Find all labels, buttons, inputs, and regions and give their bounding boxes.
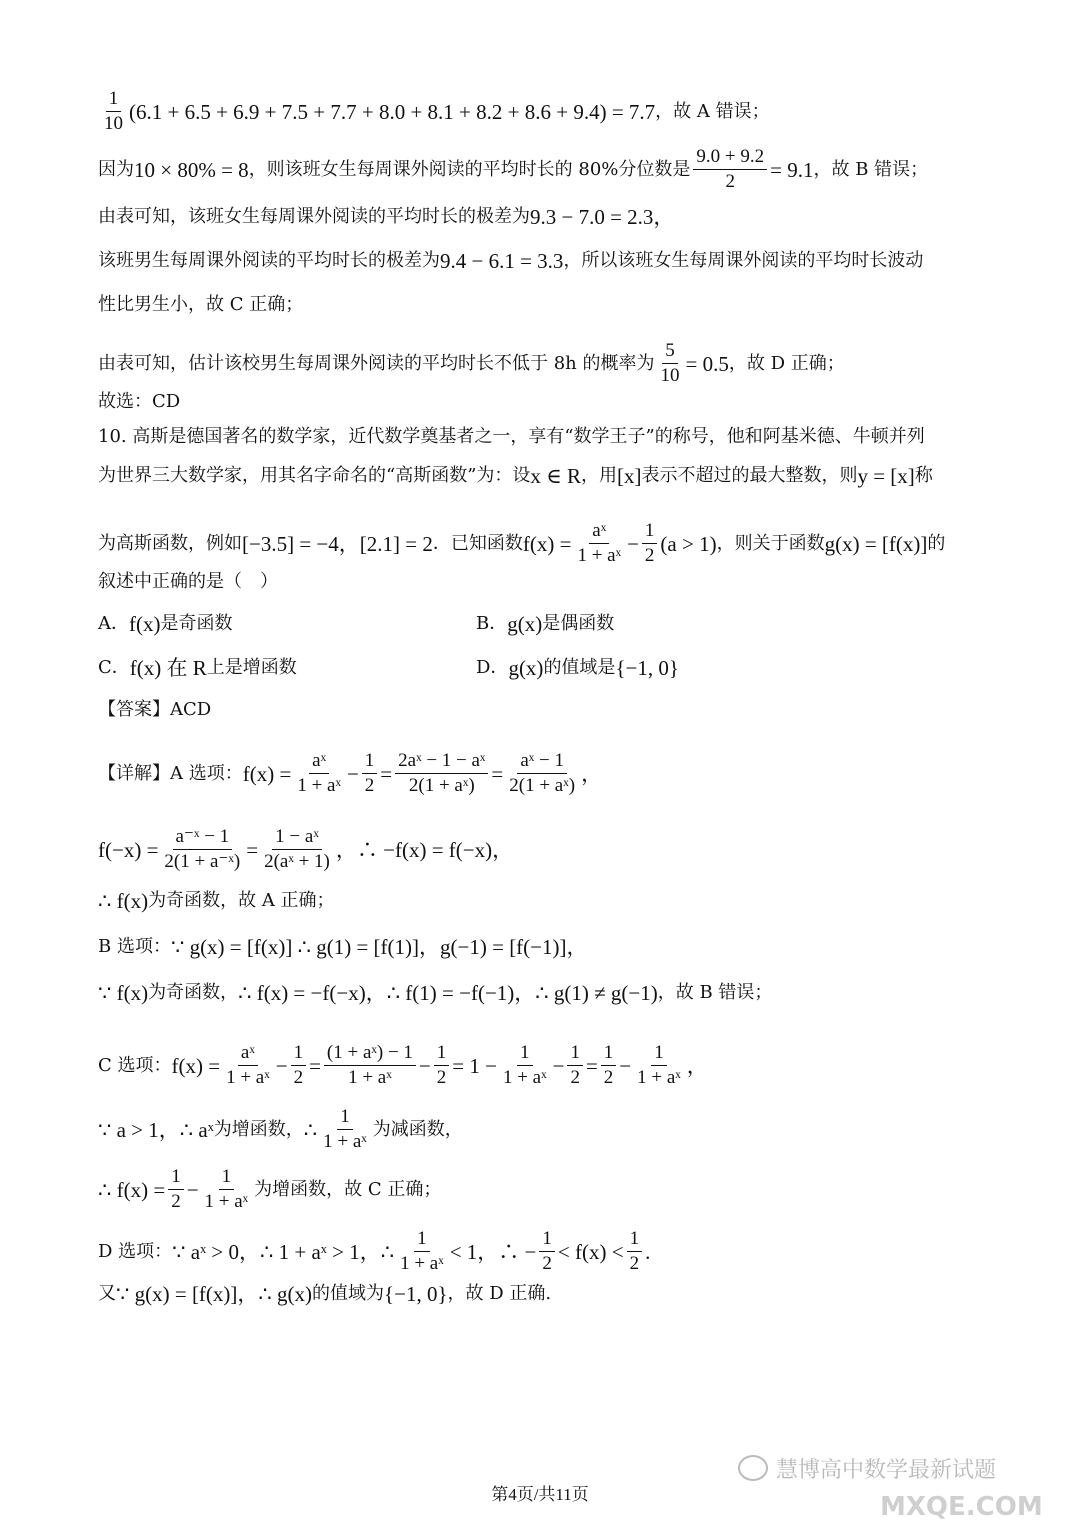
half-fraction: $\frac{1}{2}$ [642, 520, 658, 567]
answer-choice-line: 故选：CD [98, 391, 181, 412]
solution-line-conclusion-c: 性比男生小，故 C 正确； [98, 294, 304, 315]
option-a: A． f(x) 是奇函数 [98, 612, 233, 636]
detail-a-line-1: 【详解】A 选项： f(x) = $\frac{\text{aˣ}}{\text{1 + aˣ}}$ − $\frac{1}{2}$ = $\frac{\text{2aˣ − 1 − aˣ}}{\text{2(1 + aˣ)}}$ = $\frac{\text{aˣ − 1}}{\text{2(1 + aˣ)}}$ ， [98, 750, 603, 796]
detail-c-line-3: ∴ f(x) = $\frac{1}{2}$ − $\frac{1}{\text{1 + aˣ}}$ 为增函数，故 C 正确； [98, 1166, 442, 1212]
detail-c-line-1: C 选项： f(x) = $\frac{\text{aˣ}}{\text{1 + aˣ}}$ − $\frac{1}{2}$ = $\frac{\text{(1 + aˣ) − 1}}{\text{1 + aˣ}}$ − $\frac{1}{2}$ = 1 − $\frac{1}{\text{1 + aˣ}}$ − $\frac{1}{2}$ = $\frac{1}{2}$ − $\frac{1}{\text{1 + aˣ}}$ ， [98, 1042, 708, 1088]
fraction-one-tenth: $\frac{1}{10}$ [104, 88, 123, 134]
sum-expression: (6.1 + 6.5 + 6.9 + 7.5 + 7.7 + 8.0 + 8.1 + 8.2 + 8.6 + 9.4) = 7.7 [129, 99, 656, 124]
detail-d-line-2: 又 ∵ g(x) = [f(x)]，∴ g(x) 的值域为 {−1, 0} ，故 D 正确. [98, 1282, 552, 1306]
probability-fraction: $\frac{5}{10}$ [660, 340, 680, 386]
question-10-line-2: 为世界三大数学家，用其名字命名的“高斯函数”为：设 x ∈ R ，用 [x] 表示不超过的最大整数，则 y = [x] 称 [98, 464, 933, 488]
percentile-fraction: $\frac{9.0 + 9.2}{2}$ [693, 146, 767, 193]
detail-a-line-3: ∴ f(x) 为奇函数，故 A 正确； [98, 889, 335, 913]
watermark-text: 慧博高中数学最新试题 [776, 1457, 997, 1483]
solution-line-percentile: 因为 10 × 80% = 8 ，则该班女生每周课外阅读的平均时长的 80%分位数是 $\frac{9.0 + 9.2}{2}$ = 9.1 ，故 B 错误； [98, 146, 929, 192]
detail-b-line-1: B 选项： ∵ g(x) = [f(x)] ∴ g(1) = [f(1)]，g(−1) = [f(−1)]， [98, 935, 588, 959]
detail-d-line-1: D 选项： ∵ aˣ > 0，∴ 1 + aˣ > 1，∴ $\frac{1}{\text{1 + aˣ}}$ < 1，∴ − $\frac{1}{2}$ < f(x) < $\frac{1}{2}$ . [98, 1228, 651, 1274]
solution-line-range-male: 该班男生每周课外阅读的平均时长的极差为 9.4 − 6.1 = 3.3 ，所以该班女生每周课外阅读的平均时长波动 [98, 249, 924, 273]
question-10-line-4: 叙述中正确的是（ ） [98, 571, 278, 592]
fx-fraction: $\frac{\text{aˣ}}{\text{1 + aˣ}}$ [577, 520, 622, 566]
option-c: C． f(x) 在 R 上是增函数 [98, 656, 297, 680]
text: ，故 A 错误； [655, 100, 770, 122]
solution-line-probability: 由表可知，估计该校男生每周课外阅读的平均时长不低于 8h 的概率为 $\frac{5}{10}$ = 0.5 ，故 D 正确； [98, 340, 845, 386]
watermark-site: MXQE.COM [880, 1492, 1043, 1522]
option-b: B． g(x) 是偶函数 [476, 612, 615, 636]
question-10-line-1: 10. 高斯是德国著名的数学家，近代数学奠基者之一，享有“数学王子”的称号，他和阿基米德、牛顿并列 [98, 426, 925, 447]
solution-line-mean [98, 88, 770, 135]
detail-b-line-2: ∵ f(x) 为奇函数， ∴ f(x) = −f(−x)，∴ f(1) = −f(−1)，∴ g(1) ≠ g(−1) ，故 B 错误； [98, 981, 773, 1005]
detail-c-line-2: ∵ a > 1，∴ aˣ 为增函数， ∴ $\frac{1}{\text{1 + aˣ}}$ 为减函数， [98, 1106, 463, 1152]
question-10-line-3: 为高斯函数，例如 [−3.5] = −4，[2.1] = 2 ．已知函数 f(x) = $\frac{\text{aˣ}}{\text{1 + aˣ}}$ − $\frac{1}{2}$ (a > 1) ，则关于函数 g(x) = [f(x)] 的 [98, 520, 946, 566]
answer-line: 【答案】ACD [98, 699, 212, 720]
solution-line-range-female: 由表可知，该班女生每周课外阅读的平均时长的极差为 9.3 − 7.0 = 2.3， [98, 205, 675, 229]
detail-a-line-2: f(−x) = $\frac{\text{a⁻ˣ − 1}}{\text{2(1 + a⁻ˣ)}}$ = $\frac{\text{1 − aˣ}}{\text{2(aˣ + 1)}}$ ，∴ −f(x) = f(−x)， [98, 826, 514, 872]
page-number: 第4页/共11页 [491, 1485, 589, 1504]
option-d: D． g(x) 的值域是 {−1, 0} [476, 656, 679, 680]
wechat-icon [738, 1455, 768, 1481]
